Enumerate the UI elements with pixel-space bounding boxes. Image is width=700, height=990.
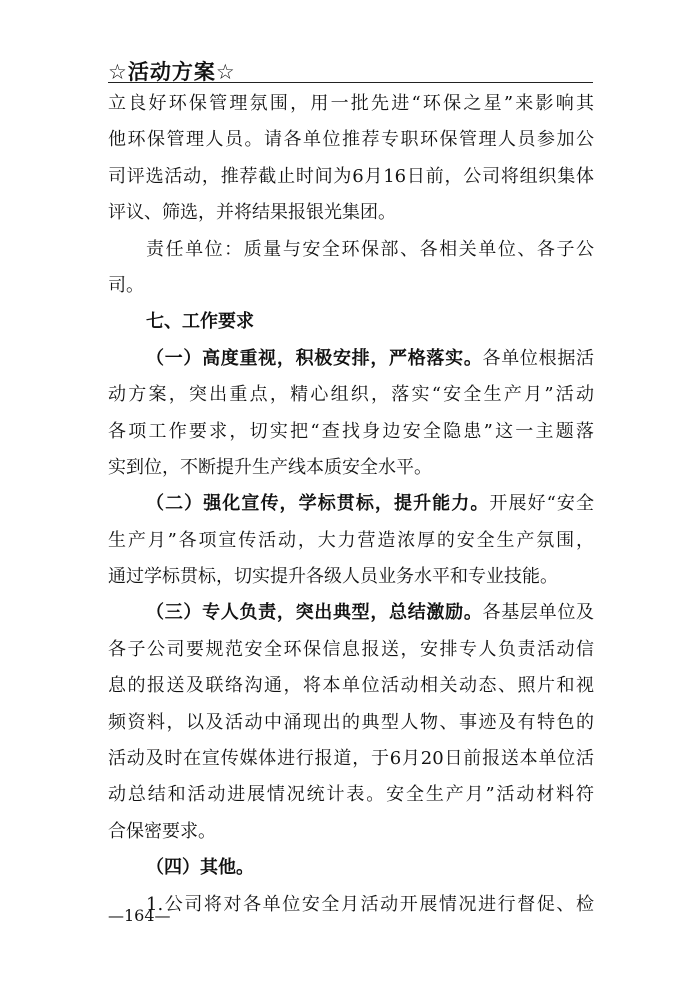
subsection-line [108,595,594,631]
text-line: 实到位，不断提升生产线本质安全水平。 [108,456,432,478]
page-header-title: ☆活动方案☆ [108,60,236,84]
section-heading: 七、工作要求 [146,311,254,333]
text-line: 他环保管理人员。请各单位推荐专职环保管理人员参加公 [108,129,594,151]
subsection-heading: （一）高度重视，积极安排，严格落实。 [146,347,483,369]
text-line: 生产月”各项宣传活动，大力营造浓厚的安全生产氛围， [108,529,594,551]
text-line: 立良好环保管理氛围，用一批先进“环保之星”来影响其 [108,93,594,114]
text-line: 息的报送及联络沟通，将本单位活动相关动态、照片和视 [108,675,594,697]
subsection-line [108,341,594,377]
subsection-text: 各基层单位及 [482,602,594,624]
subsection-text: 各单位根据活 [482,347,594,369]
text-line: 频资料，以及活动中涌现出的典型人物、事迹及有特色的 [108,711,594,733]
text-line: 通过学标贯标，切实提升各级人员业务水平和专业技能。 [108,566,558,588]
text-line: 动总结和活动进展情况统计表。安全生产月”活动材料符 [108,784,594,806]
text-line: 1.公司将对各单位安全月活动开展情况进行督促、检 [146,893,594,915]
subsection-heading: （二）强化宣传，学标贯标，提升能力。 [146,493,490,515]
subsection-heading: （三）专人负责，突出典型，总结激励。 [146,602,483,624]
text-line: 各子公司要规范安全环保信息报送，安排专人负责活动信 [108,638,594,660]
text-line: 各项工作要求，切实把“查找身边安全隐患”这一主题落 [108,420,594,442]
text-line: 责任单位：质量与安全环保部、各相关单位、各子公 [146,238,594,260]
text-line: 司。 [108,274,144,296]
text-line: 活动及时在宣传媒体进行报道，于6月20日前报送本单位活 [108,748,594,770]
body-text [108,86,594,923]
text-line: 司评选活动，推荐截止时间为6月16日前，公司将组织集体 [108,165,594,187]
text-line: 评议、筛选，并将结果报银光集团。 [108,202,396,224]
text-line: 动方案，突出重点，精心组织，落实“安全生产月”活动 [108,384,594,406]
subsection-heading: （四）其他。 [146,857,254,879]
subsection-line [108,486,594,522]
text-line: 合保密要求。 [108,820,216,842]
page-number: —164— [108,906,171,925]
subsection-text: 开展好“安全 [489,493,594,515]
header-divider [108,82,593,83]
